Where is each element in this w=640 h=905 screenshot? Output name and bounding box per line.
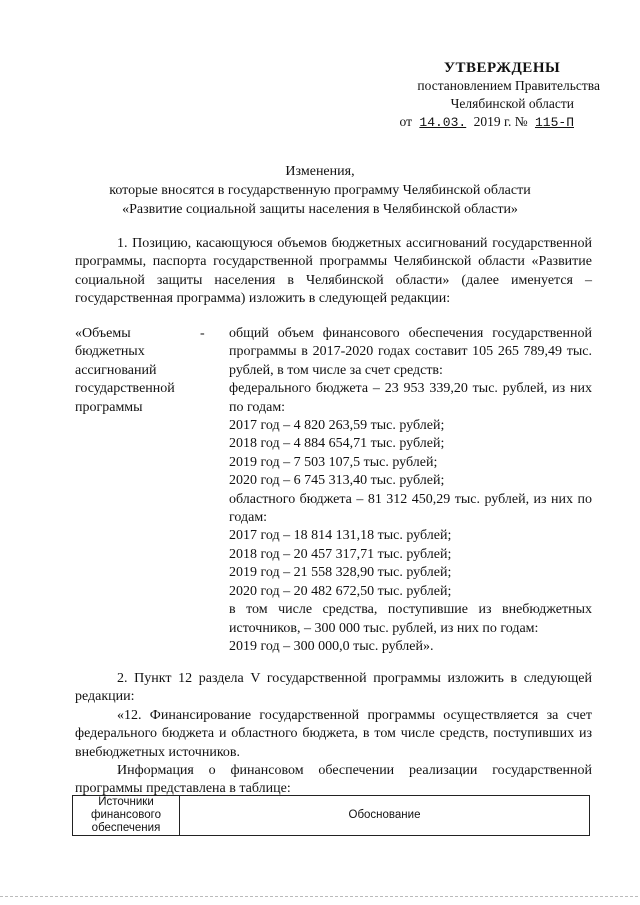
right-line: 2019 год – 21 558 328,90 тыс. рублей;	[229, 565, 452, 581]
right-line: 2017 год – 18 814 131,18 тыс. рублей;	[229, 528, 452, 544]
right-line: 2020 год – 20 482 672,50 тыс. рублей;	[229, 583, 452, 599]
approval-date-line	[360, 113, 600, 132]
right-line: 2017 год – 4 820 263,59 тыс. рублей;	[229, 418, 445, 434]
right-line: 2018 год – 20 457 317,71 тыс. рублей;	[229, 546, 452, 562]
paragraph-3: «12. Финансирование государственной программы осуществляется за счет федерального бюджета и областного бюджета, в том числе средств, поступивших из внебюджетных источников.	[75, 708, 592, 760]
heading-line-3: «Развитие социальной защиты населения в Челябинской области»	[122, 202, 518, 217]
heading-line-2: которые вносятся в государственную программу Челябинской области	[109, 183, 531, 198]
approval-line-1: постановлением Правительства	[417, 78, 600, 93]
table-header-sources: Источники финансового обеспечения	[73, 796, 180, 836]
approval-title: УТВЕРЖДЕНЫ	[444, 60, 561, 76]
date-prefix: от	[399, 114, 413, 129]
right-line: федерального бюджета – 23 953 339,20 тыс. рублей, из них по годам:	[229, 381, 592, 415]
right-line: 2018 год – 4 884 654,71 тыс. рублей;	[229, 436, 445, 452]
right-line: в том числе средства, поступившие из внебюджетных источников, – 300 000 тыс. рублей, из них по годам:	[229, 602, 592, 636]
right-line: общий объем финансового обеспечения государственной программы в 2017-2020 годах составит 105 265 789,49 тыс. рублей, в том числе за счет средств:	[229, 326, 592, 378]
financing-table	[72, 795, 590, 836]
page-edge-divider	[0, 896, 640, 897]
approval-block	[360, 60, 600, 132]
paragraph-1: 1. Позицию, касающуюся объемов бюджетных ассигнований государственной программы, паспорта государственной программы Челябинской области «Развитие социальной защиты населения в Челябинской области» (далее именуется – государственная программа) изложить в следующей редакции:	[75, 236, 592, 306]
handwritten-number: 115-П	[534, 115, 574, 130]
paragraph-2: 2. Пункт 12 раздела V государственной программы изложить в следующей редакции:	[75, 671, 592, 705]
right-line: 2019 год – 300 000,0 тыс. рублей».	[229, 638, 434, 654]
left-line: программы	[75, 399, 143, 415]
right-line: областного бюджета – 81 312 450,29 тыс. рублей, из них по годам:	[229, 491, 592, 526]
passport-dash: -	[200, 326, 205, 341]
year-label: 2019 г. №	[473, 114, 528, 129]
left-line: бюджетных	[75, 344, 145, 360]
left-line: «Объемы	[75, 326, 131, 341]
table-header-justification: Обоснование	[180, 796, 590, 836]
right-line: 2019 год – 7 503 107,5 тыс. рублей;	[229, 454, 438, 470]
heading-line-1: Изменения,	[285, 164, 355, 179]
paragraph-4: Информация о финансовом обеспечении реализации государственной программы представлена в таблице:	[75, 763, 592, 797]
document-heading	[60, 162, 580, 219]
approval-line-2: Челябинской области	[450, 96, 574, 111]
table-header-row	[73, 796, 590, 836]
right-line: 2020 год – 6 745 313,40 тыс. рублей;	[229, 473, 445, 489]
passport-left-column	[75, 325, 210, 417]
left-line: государственной	[75, 381, 175, 397]
passport-right-column	[229, 325, 592, 656]
left-line: ассигнований	[75, 362, 157, 378]
handwritten-date: 14.03.	[419, 115, 467, 130]
